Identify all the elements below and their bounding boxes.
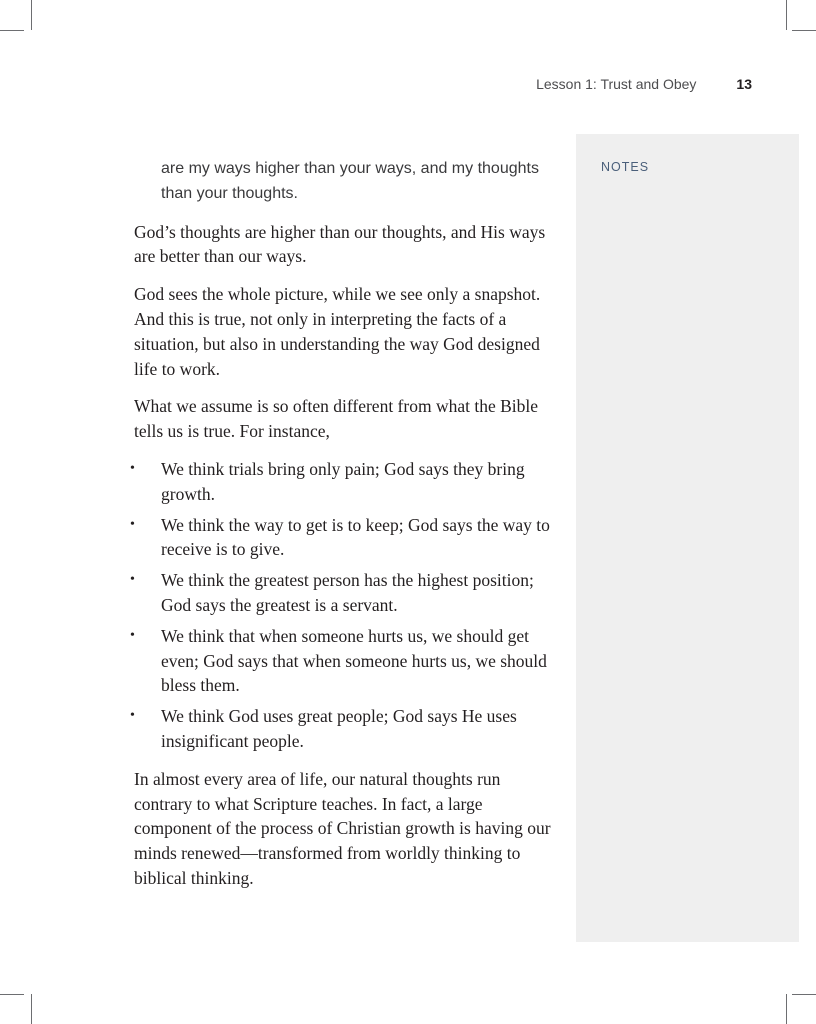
bullet-icon: •	[130, 572, 135, 588]
bullet-item	[130, 513, 554, 563]
running-header	[440, 76, 752, 92]
crop-mark-bottom-left-vertical	[31, 994, 32, 1024]
bullet-item	[130, 624, 554, 698]
paragraph: God’s thoughts are higher than our thoughts, and His ways are better than our ways.	[134, 221, 546, 267]
bullet-text: We think that when someone hurts us, we should get even; God says that when someone hurts us, we should bless them.	[161, 625, 547, 696]
notes-panel	[576, 134, 799, 942]
page-number: 13	[736, 76, 752, 92]
crop-mark-top-left-vertical	[31, 0, 32, 30]
paragraph: What we assume is so often different from what the Bible tells us is true. For instance,	[134, 396, 539, 442]
crop-mark-bottom-right-vertical	[786, 994, 787, 1024]
crop-mark-top-right-horizontal	[792, 30, 816, 31]
bullet-item	[130, 457, 554, 507]
bullet-text: We think trials bring only pain; God says they bring growth.	[161, 458, 525, 504]
bullet-list	[130, 457, 554, 754]
bullet-icon: •	[130, 516, 135, 532]
closing-paragraph: In almost every area of life, our natural thoughts run contrary to what Scripture teaches. In fact, a large component of the process of Christian growth is having our minds renewed—transformed from worldly thinking to biblical thinking.	[134, 768, 551, 888]
bullet-icon: •	[130, 460, 135, 476]
bullet-text: We think the greatest person has the highest position; God says the greatest is a servant.	[161, 570, 534, 615]
crop-mark-top-right-vertical	[786, 0, 787, 30]
bullet-icon: •	[130, 627, 135, 643]
crop-mark-bottom-right-horizontal	[792, 994, 816, 995]
quote-continuation: are my ways higher than your ways, and my thoughts than your thoughts.	[161, 160, 539, 202]
crop-mark-bottom-left-horizontal	[0, 994, 24, 995]
running-title: Lesson 1: Trust and Obey	[536, 76, 697, 92]
paragraph: God sees the whole picture, while we see only a snapshot. And this is true, not only in interpreting the facts of a situation, but also in understanding the way God designed life to work.	[134, 284, 541, 379]
body-text	[130, 157, 554, 904]
bullet-text: We think God uses great people; God says He uses insignificant people.	[161, 706, 517, 751]
bullet-text: We think the way to get is to keep; God says the way to receive is to give.	[161, 514, 550, 560]
bullet-icon: •	[130, 708, 135, 724]
crop-mark-top-left-horizontal	[0, 30, 24, 31]
notes-label: NOTES	[601, 160, 650, 174]
bullet-item	[130, 704, 554, 754]
bullet-item	[130, 568, 554, 618]
